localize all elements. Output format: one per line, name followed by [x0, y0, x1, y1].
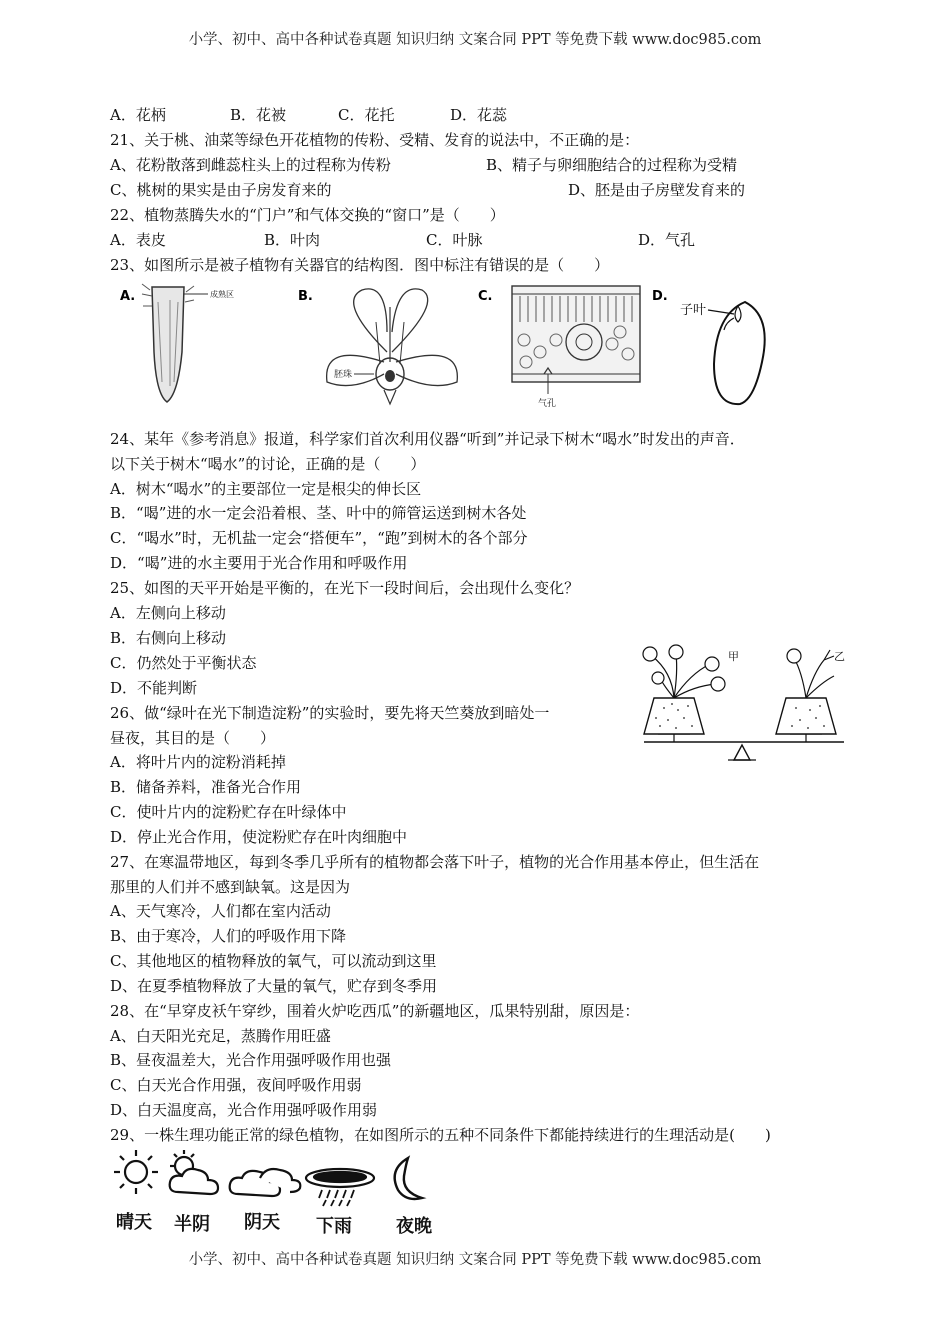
- q25-label-yi: 乙: [834, 650, 845, 663]
- q23-letter-d: D.: [652, 289, 668, 304]
- partly-cloudy-icon: [170, 1150, 218, 1194]
- q27-stem-line1: 27、在寒温带地区，每到冬季几乎所有的植物都会落下叶子，植物的光合作用基本停止，但生活在: [110, 853, 760, 871]
- q29-label-partly-cloudy: 半阴: [174, 1214, 210, 1235]
- q20-option-b: B．花被: [230, 106, 287, 124]
- q23-letter-b: B.: [298, 289, 313, 304]
- q29-stem: 29、一株生理功能正常的绿色植物，在如图所示的五种不同条件下都能持续进行的生理活动是( ): [110, 1126, 771, 1144]
- q27-option-d: D、在夏季植物释放了大量的氧气，贮存到冬季用: [110, 977, 438, 995]
- q23-letter-c: C.: [478, 289, 493, 304]
- q27-option-c: C、其他地区的植物释放的氧气，可以流动到这里: [110, 952, 437, 970]
- q21-option-c: C、桃树的果实是由子房发育来的: [110, 181, 332, 199]
- q25-label-jia: 甲: [728, 650, 739, 663]
- q23-label-stoma: 气孔: [538, 399, 557, 409]
- q25-option-a: A．左侧向上移动: [110, 604, 226, 622]
- q25-option-d: D．不能判断: [110, 679, 198, 697]
- q20-option-a: A．花柄: [110, 106, 166, 124]
- q23-figure-d: [650, 282, 780, 410]
- q23-label-maturation-zone: 成熟区: [210, 290, 234, 299]
- q22-option-d: D．气孔: [638, 231, 696, 249]
- cloudy-icon: [230, 1169, 301, 1196]
- q25-option-b: B．右侧向上移动: [110, 629, 227, 647]
- q26-option-d: D．停止光合作用，使淀粉贮存在叶肉细胞中: [110, 828, 408, 846]
- q22-option-b: B．叶肉: [264, 231, 321, 249]
- q22-stem: 22、植物蒸腾失水的“门户”和气体交换的“窗口”是（ ）: [110, 206, 505, 224]
- q25-stem: 25、如图的天平开始是平衡的，在光下一段时间后，会出现什么变化？: [110, 579, 580, 597]
- q23-figure-c: [474, 282, 644, 410]
- q23-figure-b: [292, 282, 472, 410]
- q20-option-d: D．花蕊: [450, 106, 508, 124]
- q29-label-sunny: 晴天: [116, 1212, 152, 1233]
- q26-stem-line2: 昼夜，其目的是（ ）: [110, 729, 276, 747]
- q29-label-cloudy: 阴天: [244, 1212, 280, 1233]
- q29-label-rain: 下雨: [316, 1216, 352, 1237]
- q23-label-cotyledon: 子叶: [680, 303, 707, 318]
- q26-option-c: C．使叶片内的淀粉贮存在叶绿体中: [110, 803, 347, 821]
- q23-letter-a: A.: [120, 289, 136, 304]
- q23-figure-a: [112, 282, 262, 410]
- q24-stem-line2: 以下关于树木“喝水”的讨论，正确的是（ ）: [110, 455, 426, 473]
- moon-icon: [395, 1158, 422, 1199]
- q24-option-a: A．树木“喝水”的主要部位一定是根尖的伸长区: [110, 480, 422, 498]
- q22-option-c: C．叶脉: [426, 231, 483, 249]
- q20-option-c: C．花托: [338, 106, 395, 124]
- sun-icon: [114, 1150, 158, 1194]
- q23-stem: 23、如图所示是被子植物有关器官的结构图．图中标注有错误的是（ ）: [110, 256, 610, 274]
- q23-label-ovule: 胚珠: [334, 370, 353, 380]
- rain-icon: [306, 1169, 374, 1206]
- q29-label-night: 夜晚: [396, 1216, 432, 1237]
- q26-stem-line1: 26、做“绿叶在光下制造淀粉”的实验时，要先将天竺葵放到暗处一: [110, 704, 550, 722]
- q21-option-d: D、胚是由子房壁发育来的: [568, 181, 746, 199]
- q29-weather-figure: [108, 1148, 448, 1240]
- q27-option-a: A、天气寒冷，人们都在室内活动: [110, 902, 331, 920]
- q28-option-a: A、白天阳光充足，蒸腾作用旺盛: [110, 1027, 331, 1045]
- q28-stem: 28、在“早穿皮袄午穿纱，围着火炉吃西瓜”的新疆地区，瓜果特别甜，原因是：: [110, 1002, 640, 1020]
- q28-option-b: B、昼夜温差大，光合作用强呼吸作用也强: [110, 1051, 392, 1069]
- q24-option-d: D．“喝”进的水主要用于光合作用和呼吸作用: [110, 554, 408, 572]
- q25-balance-figure: [634, 642, 854, 764]
- q24-option-b: B．“喝”进的水一定会沿着根、茎、叶中的筛管运送到树木各处: [110, 504, 527, 522]
- q27-option-b: B、由于寒冷，人们的呼吸作用下降: [110, 927, 347, 945]
- q24-stem-line1: 24、某年《参考消息》报道，科学家们首次利用仪器“听到”并记录下树木“喝水”时发出的声音．: [110, 430, 745, 448]
- q21-option-b: B、精子与卵细胞结合的过程称为受精: [486, 156, 738, 174]
- q21-stem: 21、关于桃、油菜等绿色开花植物的传粉、受精、发育的说法中，不正确的是：: [110, 131, 640, 149]
- q28-option-d: D、白天温度高，光合作用强呼吸作用弱: [110, 1101, 378, 1119]
- page-header: 小学、初中、高中各种试卷真题 知识归纳 文案合同 PPT 等免费下载 www.doc985.com: [188, 32, 762, 48]
- q24-option-c: C．“喝水”时，无机盐一定会“搭便车”，“跑”到树木的各个部分: [110, 529, 528, 547]
- q21-option-a: A、花粉散落到雌蕊柱头上的过程称为传粉: [110, 156, 391, 174]
- q27-stem-line2: 那里的人们并不感到缺氧。这是因为: [110, 878, 351, 896]
- page-footer: 小学、初中、高中各种试卷真题 知识归纳 文案合同 PPT 等免费下载 www.doc985.com: [188, 1252, 762, 1268]
- q22-option-a: A．表皮: [110, 231, 166, 249]
- q26-option-b: B．储备养料，准备光合作用: [110, 778, 302, 796]
- q28-option-c: C、白天光合作用强，夜间呼吸作用弱: [110, 1076, 362, 1094]
- q26-option-a: A．将叶片内的淀粉消耗掉: [110, 753, 286, 771]
- q25-option-c: C．仍然处于平衡状态: [110, 654, 257, 672]
